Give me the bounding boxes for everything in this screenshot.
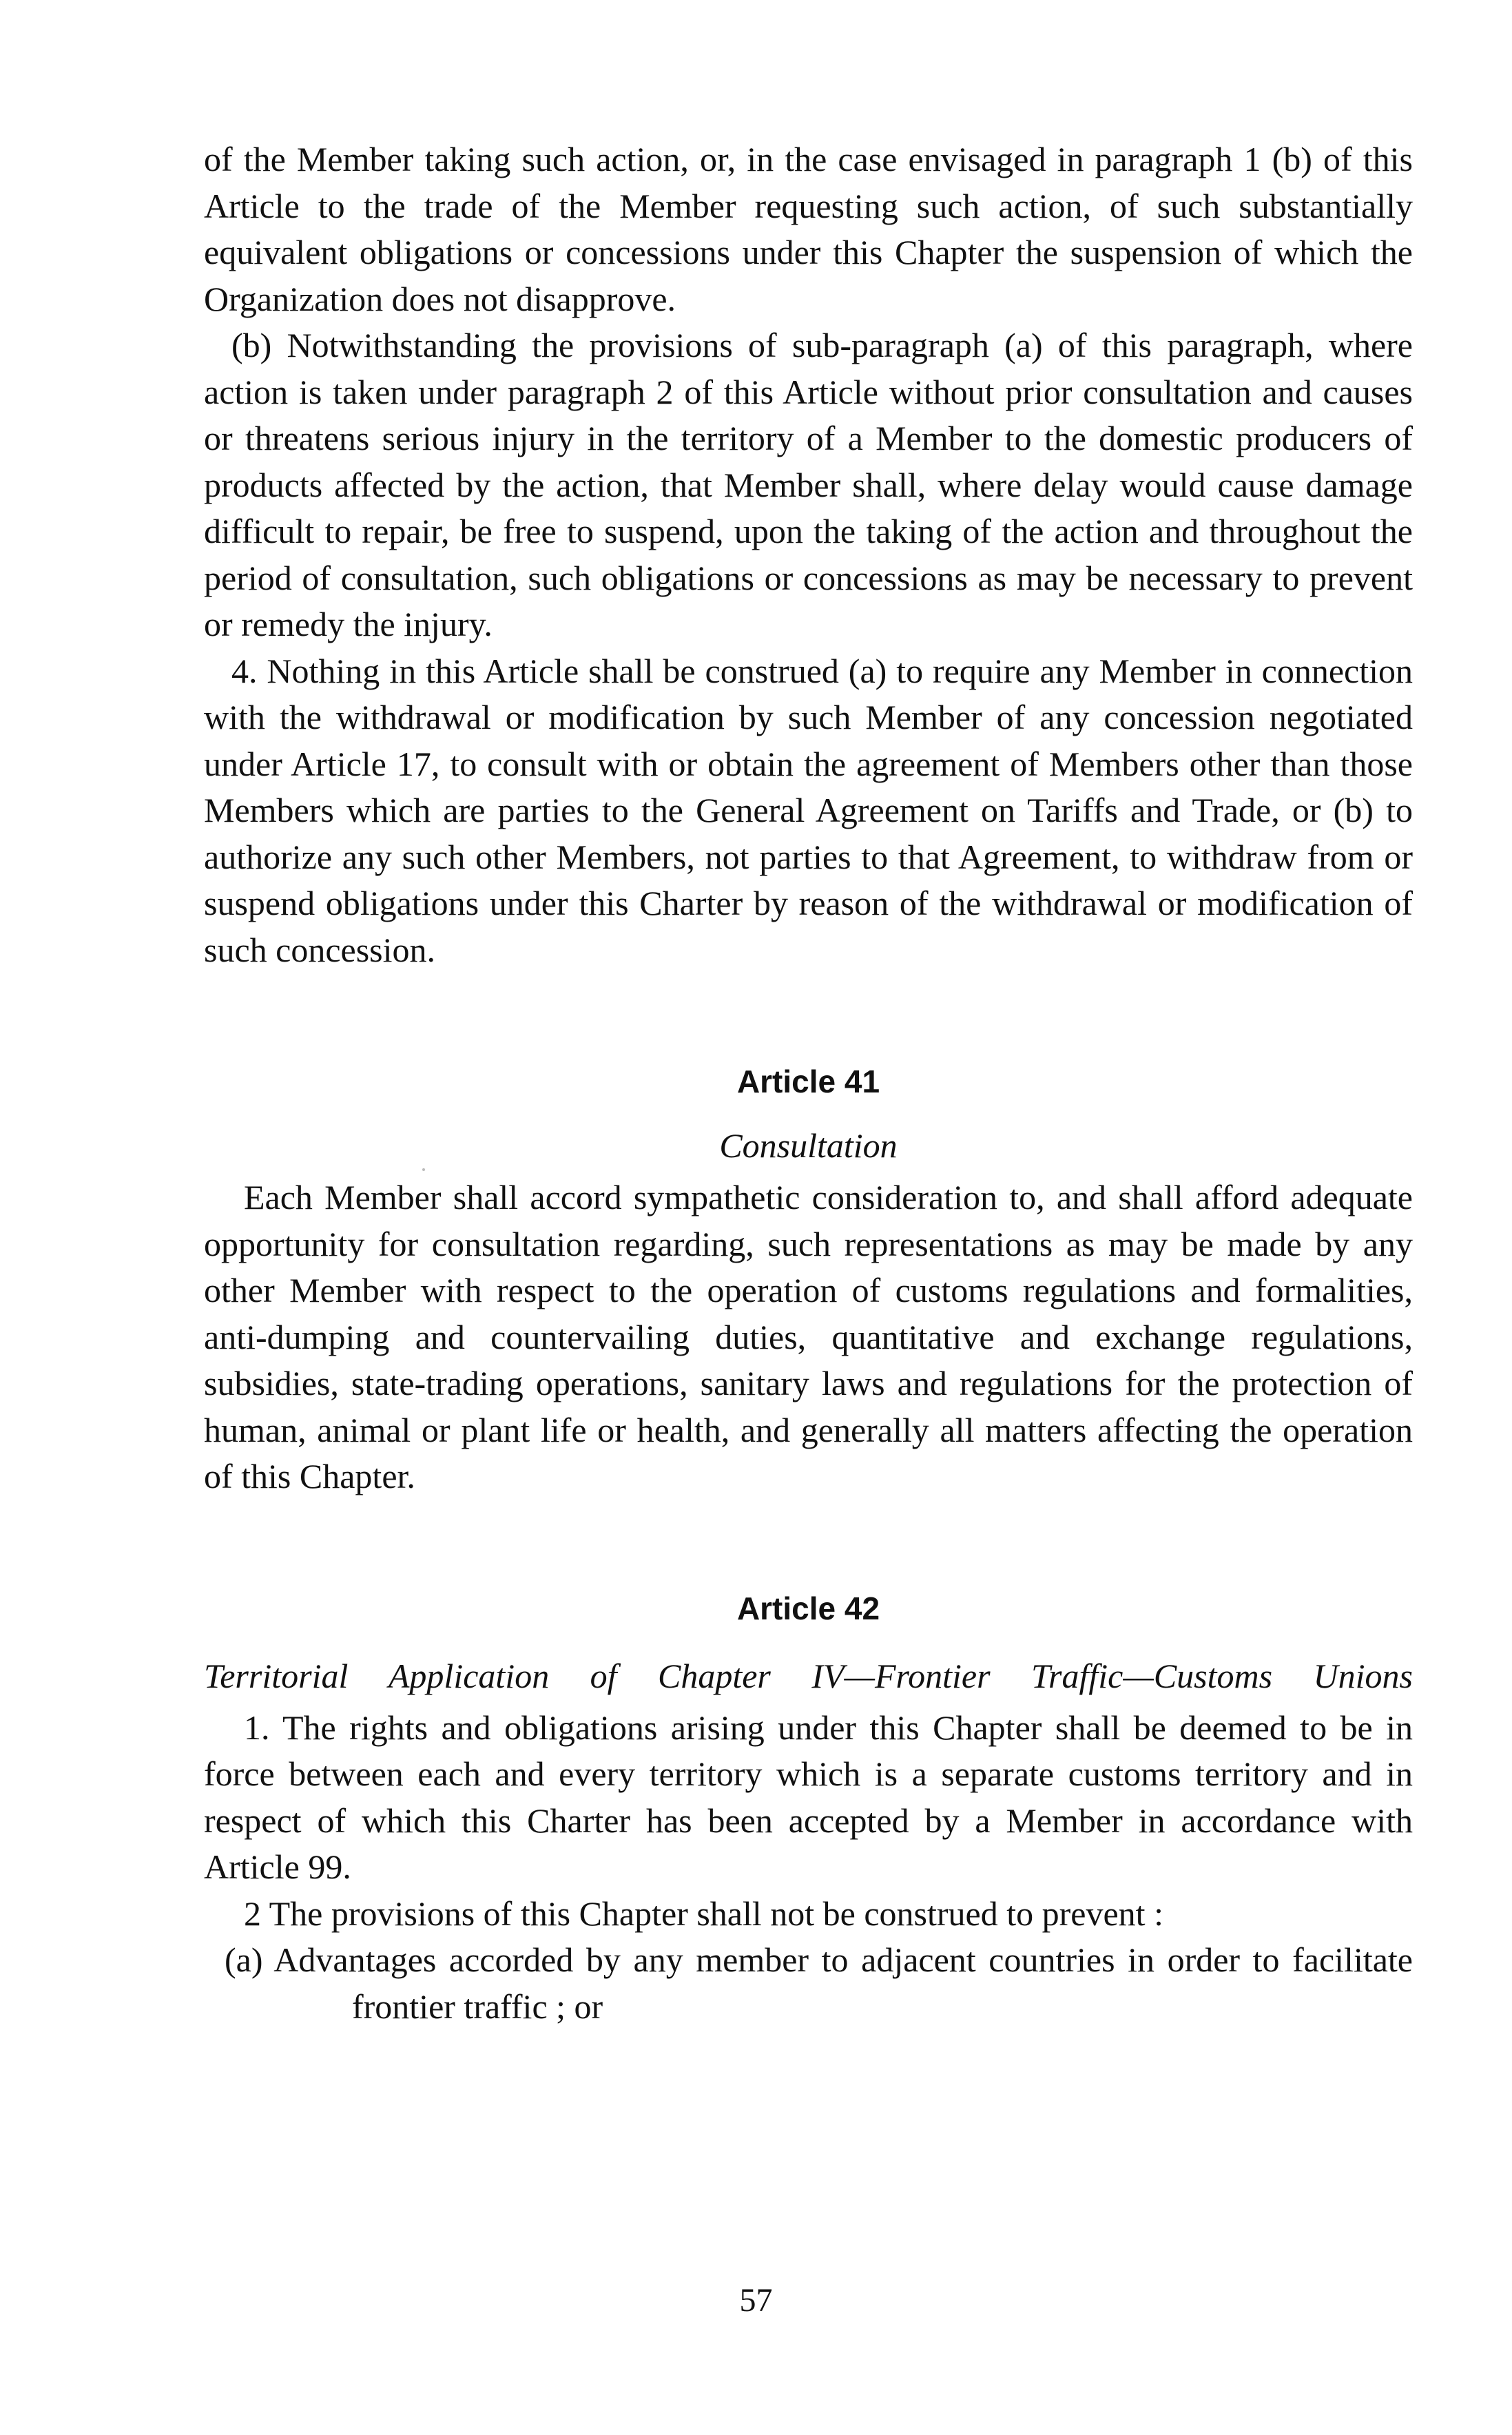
article-42-item-a: (a) Advantages accorded by any member to adjacent countries in order to facilitate frontier traffic ; or: [225, 1940, 1413, 2026]
paragraph-4: 4. Nothing in this Article shall be construed (a) to require any Member in connection with the withdrawal or modification by such Member of any concession negotiated under Article 17, to consult with or obtain the agreement of Members other than those Members which are parties to the General Agreement on Tariffs and Trade, or (b) to authorize any such other Members, not parties to that Agreement, to withdraw from or suspend obligations under this Charter by reason of the withdrawal or modification of such concession.: [204, 651, 1413, 969]
article-42-heading: Article 42: [736, 1590, 880, 1626]
paragraph-continuation: of the Member taking such action, or, in the case envisaged in paragraph 1 (b) of this Article to the trade of the Member requesting such action, of such substantially equivalent obligations or concessions under this Chapter the suspension of which the Organization does not disapprove.: [204, 140, 1413, 318]
text-column: [204, 136, 1413, 2030]
article-41-subtitle: Consultation: [719, 1126, 898, 1165]
article-42-subtitle: Territorial Application of Chapter IV—Frontier Traffic—Customs Unions: [204, 1656, 1413, 1695]
page-number: 57: [739, 2282, 773, 2319]
article-42-paragraph-1: 1. The rights and obligations arising under this Chapter shall be deemed to be in force between each and every territory which is a separate customs territory and in respect of which this Charter has been accepted by a Member in accordance with Article 99.: [204, 1708, 1413, 1886]
paragraph-b: (b) Notwithstanding the provisions of sub-paragraph (a) of this paragraph, where action is taken under paragraph 2 of this Article without prior consultation and causes or threatens serious injury in the territory of a Member to the domestic producers of products affected by the action, that Member shall, where delay would cause damage difficult to repair, be free to suspend, upon the taking of the action and throughout the period of consultation, such obligations or concessions as may be necessary to prevent or remedy the injury.: [204, 326, 1413, 643]
article-41-heading: Article 41: [736, 1064, 880, 1099]
article-42-paragraph-2: 2 The provisions of this Chapter shall not be construed to prevent :: [244, 1894, 1163, 1933]
article-41-body: Each Member shall accord sympathetic consideration to, and shall afford adequate opportunity for consultation regarding, such representations as may be made by any other Member with respect to the operation of customs regulations and formalities, anti-dumping and countervailing duties, quantitative and exchange regulations, subsidies, state-trading operations, sanitary laws and regulations for the protection of human, animal or plant life or health, and generally all matters affecting the operation of this Chapter.: [204, 1178, 1413, 1495]
scan-speck: [422, 1168, 425, 1171]
